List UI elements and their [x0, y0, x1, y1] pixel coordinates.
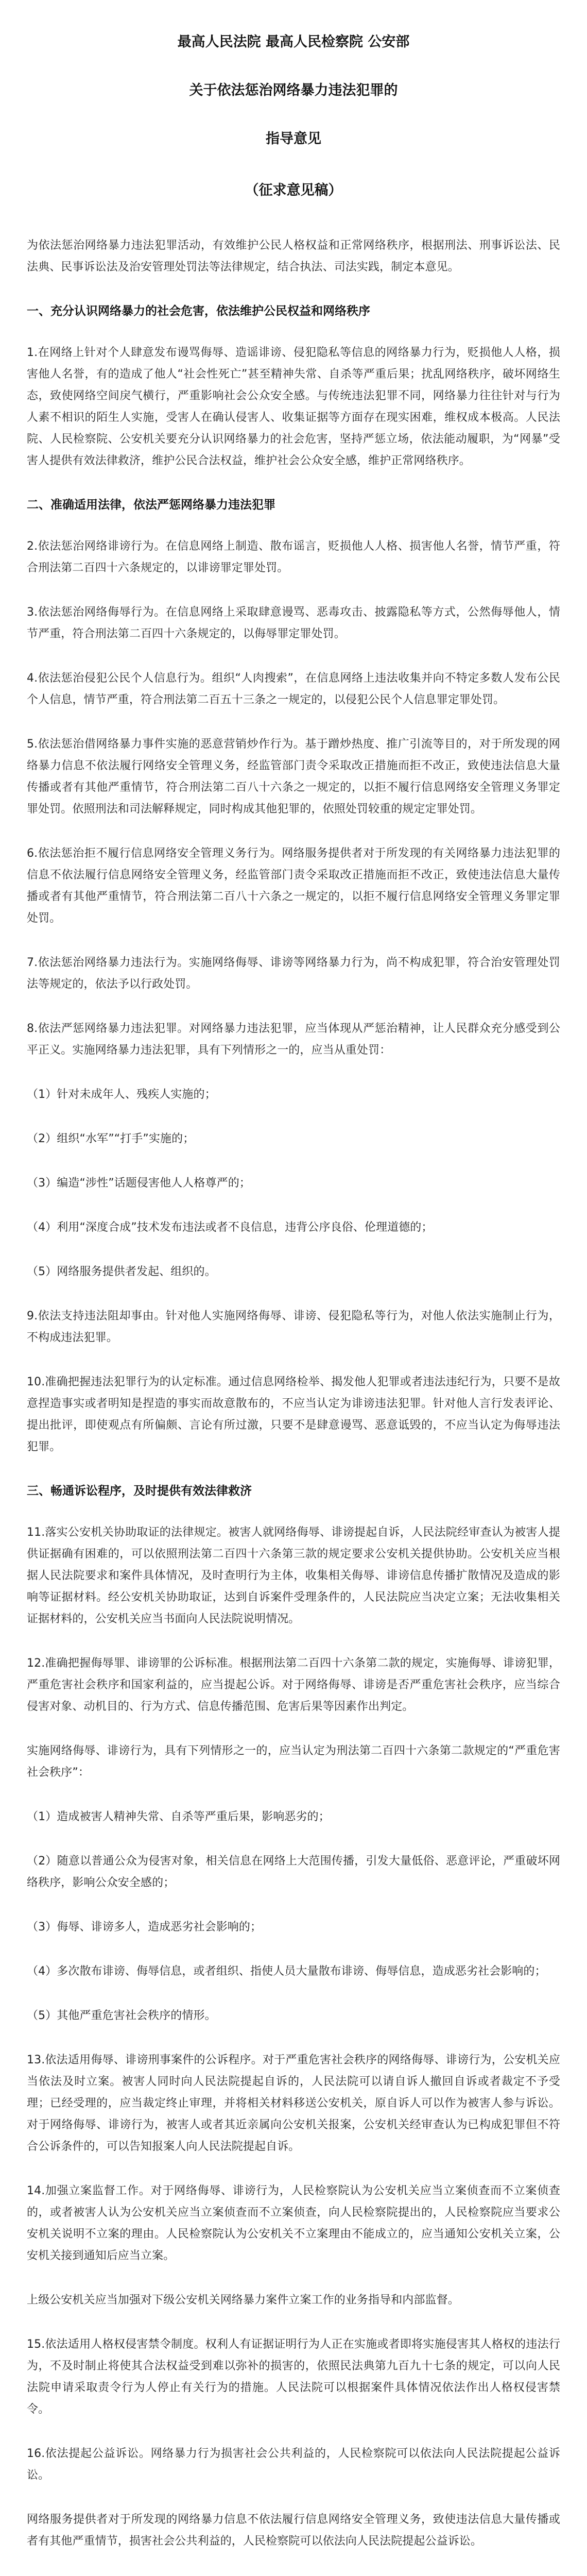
body-paragraph: （3）编造“涉性”话题侵害他人人格尊严的；: [27, 1177, 251, 1190]
body-paragraph: 11.落实公安机关协助取证的法律规定。被害人就网络侮辱、诽谤提起自诉，人民法院经审查认为被害人提供证据确有困难的，可以依照刑法第二百四十六条第三款的规定要求公安机关提供协助。公安机关应当根据人民法院要求和案件具体情况，及时查明行为主体，收集相关侮辱、诽谤信息传播扩散情况及造成的影响等证据材料。经公安机关协助取证，达到自诉案件受理条件的，人民法院应当决定立案；无法收集相关证据材料的，公安机关应当书面向人民法院说明情况。: [27, 1526, 560, 1625]
body-paragraph: 13.依法适用侮辱、诽谤刑事案件的公诉程序。对于严重危害社会秩序的网络侮辱、诽谤行为，公安机关应当依法及时立案。被害人同时向人民法院提起自诉的，人民法院可以请自诉人撤回自诉或者裁定不予受理；已经受理的，应当裁定终止审理，并将相关材料移送公安机关，原自诉人可以作为被害人参与诉讼。对于网络侮辱、诽谤行为，被害人或者其近亲属向公安机关报案，公安机关经审查认为已构成犯罪但不符合公诉条件的，可以告知报案人向人民法院提起自诉。: [27, 2054, 560, 2153]
body-paragraph: 4.依法惩治侵犯公民个人信息行为。组织“人肉搜索”，在信息网络上违法收集并向不特定多数人发布公民个人信息，情节严重，符合刑法第二百五十三条之一规定的，以侵犯公民个人信息罪定罪处罚。: [27, 672, 560, 706]
body-paragraph: （2）随意以普通公众为侵害对象，相关信息在网络上大范围传播，引发大量低俗、恶意评论，严重破坏网络秩序，影响公众安全感的；: [27, 1855, 560, 1889]
body-paragraph: 14.加强立案监督工作。对于网络侮辱、诽谤行为，人民检察院认为公安机关应当立案侦查而不立案侦查的，或者被害人认为公安机关应当立案侦查而不立案侦查，向人民检察院提出的，人民检察院应当要求公安机关说明不立案的理由。人民检察院认为公安机关不立案理由不能成立的，应当通知公安机关立案，公安机关接到通知后应当立案。: [27, 2184, 560, 2262]
intro-paragraph: 为依法惩治网络暴力违法犯罪活动，有效维护公民人格权益和正常网络秩序，根据刑法、刑事诉讼法、民法典、民事诉讼法及治安管理处罚法等法律规定，结合执法、司法实践，制定本意见。: [27, 239, 560, 274]
issuing-authorities: 最高人民法院 最高人民检察院 公安部: [177, 34, 410, 50]
body-paragraph: （5）其他严重危害社会秩序的情形。: [27, 2009, 216, 2022]
body-paragraph: （2）组织“水军”“打手”实施的；: [27, 1132, 195, 1145]
body-paragraph: （4）利用“深度合成”技术发布违法或者不良信息，违背公序良俗、伦理道德的；: [27, 1221, 433, 1234]
document-header: [27, 31, 560, 202]
body-paragraph: 16.依法提起公益诉讼。网络暴力行为损害社会公共利益的，人民检察院可以依法向人民法院提起公益诉讼。: [27, 2447, 560, 2482]
document-subtitle: 指导意见: [266, 131, 321, 147]
document-title: 关于依法惩治网络暴力违法犯罪的: [189, 82, 398, 98]
section-heading: 三、畅通诉讼程序，及时提供有效法律救济: [27, 1484, 252, 1498]
body-paragraph: 3.依法惩治网络侮辱行为。在信息网络上采取肆意谩骂、恶毒攻击、披露隐私等方式，公然侮辱他人，情节严重，符合刑法第二百四十六条规定的，以侮辱罪定罪处罚。: [27, 606, 560, 640]
body-paragraph: 2.依法惩治网络诽谤行为。在信息网络上制造、散布谣言，贬损他人人格、损害他人名誉，情节严重，符合刑法第二百四十六条规定的，以诽谤罪定罪处罚。: [27, 540, 560, 574]
body-paragraph: 6.依法惩治拒不履行信息网络安全管理义务行为。网络服务提供者对于所发现的有关网络暴力违法犯罪的信息不依法履行信息网络安全管理义务，经监管部门责令采取改正措施而拒不改正，致使违法信息大量传播或者有其他严重情节，符合刑法第二百八十六条之一规定的，以拒不履行信息网络安全管理义务罪定罪处罚。: [27, 847, 560, 925]
body-paragraph: 网络服务提供者对于所发现的网络暴力信息不依法履行信息网络安全管理义务，致使违法信息大量传播或者有其他严重情节，损害社会公共利益的，人民检察院可以依法向人民法院提起公益诉讼。: [27, 2513, 560, 2548]
body-paragraph: （5）网络服务提供者发起、组织的。: [27, 1265, 216, 1278]
body-paragraph: （1）造成被害人精神失常、自杀等严重后果，影响恶劣的；: [27, 1810, 330, 1823]
section-heading: 二、准确适用法律，依法严惩网络暴力违法犯罪: [27, 498, 275, 512]
body-paragraph: 12.准确把握侮辱罪、诽谤罪的公诉标准。根据刑法第二百四十六条第二款的规定，实施侮辱、诽谤犯罪，严重危害社会秩序和国家利益的，应当提起公诉。对于网络侮辱、诽谤是否严重危害社会秩序，应当综合侵害对象、动机目的、行为方式、信息传播范围、危害后果等因素作出判定。: [27, 1657, 560, 1713]
body-paragraph: 实施网络侮辱、诽谤行为，具有下列情形之一的，应当认定为刑法第二百四十六条第二款规定的“严重危害社会秩序”：: [27, 1744, 560, 1779]
body-paragraph: 1.在网络上针对个人肆意发布谩骂侮辱、造谣诽谤、侵犯隐私等信息的网络暴力行为，贬损他人人格，损害他人名誉，有的造成了他人“社会性死亡”甚至精神失常、自杀等严重后果；扰乱网络秩序，破坏网络生态，致使网络空间戾气横行，严重影响社会公众安全感。与传统违法犯罪不同，网络暴力往往针对与行为人素不相识的陌生人实施，受害人在确认侵害人、收集证据等方面存在现实困难，维权成本极高。人民法院、人民检察院、公安机关要充分认识网络暴力的社会危害，坚持严惩立场，依法能动履职，为“网暴”受害人提供有效法律救济，维护公民合法权益，维护社会公众安全感，维护正常网络秩序。: [27, 346, 560, 467]
body-paragraph: 上级公安机关应当加强对下级公安机关网络暴力案件立案工作的业务指导和内部监督。: [27, 2294, 459, 2307]
body-paragraph: （4）多次散布诽谤、侮辱信息，或者组织、指使人员大量散布诽谤、侮辱信息，造成恶劣社会影响的；: [27, 1965, 546, 1978]
body-paragraph: 5.依法惩治借网络暴力事件实施的恶意营销炒作行为。基于蹭炒热度、推广引流等目的，对于所发现的网络暴力信息不依法履行网络安全管理义务，经监管部门责令采取改正措施而拒不改正，致使违法信息大量传播或者有其他严重情节，符合刑法第二百八十六条之一规定的，以拒不履行信息网络安全管理义务罪定罪处罚。依照刑法和司法解释规定，同时构成其他犯罪的，依照处罚较重的规定定罪处罚。: [27, 738, 560, 816]
document-body: [27, 301, 560, 2576]
body-paragraph: 9.依法支持违法阻却事由。针对他人实施网络侮辱、诽谤、侵犯隐私等行为，对他人依法实施制止行为，不构成违法犯罪。: [27, 1310, 560, 1344]
body-paragraph: 15.依法适用人格权侵害禁令制度。权利人有证据证明行为人正在实施或者即将实施侵害其人格权的违法行为，不及时制止将使其合法权益受到难以弥补的损害的，依照民法典第九百九十七条的规定，可以向人民法院申请采取责令行为人停止有关行为的措施。人民法院可以根据案件具体情况依法作出人格权侵害禁令。: [27, 2338, 560, 2416]
body-paragraph: 10.准确把握违法犯罪行为的认定标准。通过信息网络检举、揭发他人犯罪或者违法违纪行为，只要不是故意捏造事实或者明知是捏造的事实而故意散布的，不应当认定为诽谤违法犯罪。针对他人言行发表评论、提出批评，即使观点有所偏颇、言论有所过激，只要不是肆意谩骂、恶意诋毁的，不应当认定为侮辱违法犯罪。: [27, 1376, 560, 1453]
draft-note: （征求意见稿）: [245, 182, 342, 198]
body-paragraph: （1）针对未成年人、残疾人实施的；: [27, 1088, 216, 1101]
section-heading: 一、充分认识网络暴力的社会危害，依法维护公民权益和网络秩序: [27, 304, 370, 318]
body-paragraph: 7.依法惩治网络暴力违法行为。实施网络侮辱、诽谤等网络暴力行为，尚不构成犯罪，符合治安管理处罚法等规定的，依法予以行政处罚。: [27, 956, 560, 991]
body-paragraph: （3）侮辱、诽谤多人，造成恶劣社会影响的；: [27, 1921, 262, 1934]
body-paragraph: 8.依法严惩网络暴力违法犯罪。对网络暴力违法犯罪，应当体现从严惩治精神，让人民群众充分感受到公平正义。实施网络暴力违法犯罪，具有下列情形之一的，应当从重处罚：: [27, 1022, 560, 1057]
